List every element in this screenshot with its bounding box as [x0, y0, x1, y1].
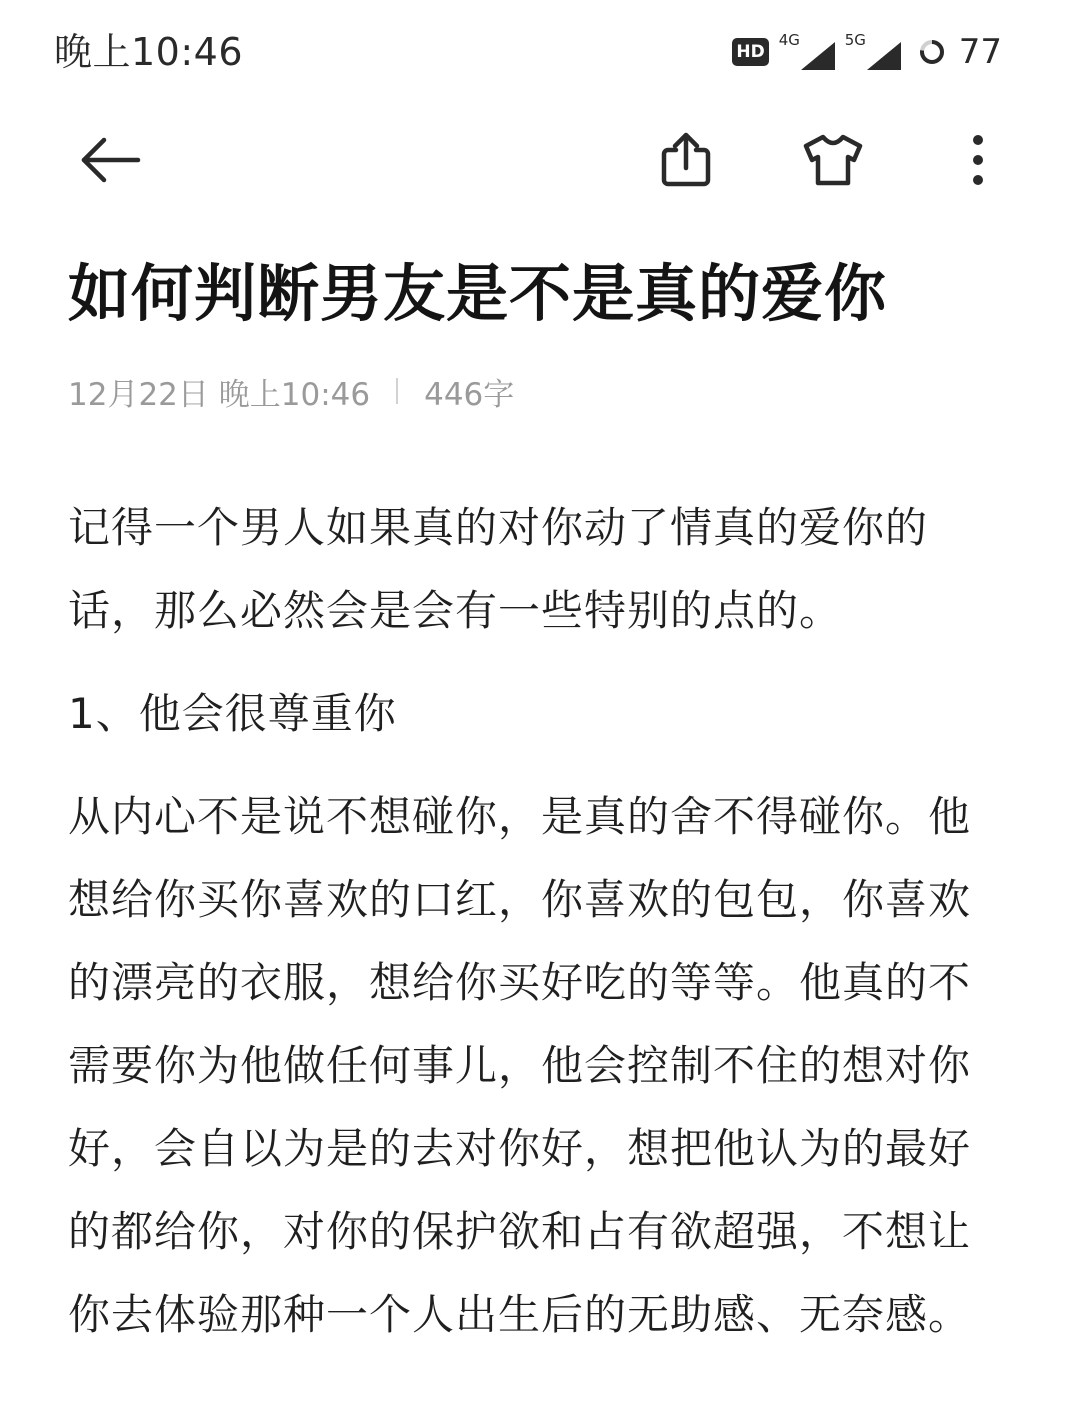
back-button[interactable] [74, 124, 146, 196]
paragraph-detail: 从内心不是说不想碰你，是真的舍不得碰你。他想给你买你喜欢的口红，你喜欢的包包，你喜欢的漂亮的衣服，想给你买好吃的等等。他真的不需要你为他做任何事儿，他会控制不住的想对你好，会自以为是的去对你好，想把他认为的最好的都给你，对你的保护欲和占有欲超强，不想让你去体验那种一个人出生后的无助感、无奈感。 [68, 792, 972, 1339]
paragraph-intro: 记得一个男人如果真的对你动了情真的爱你的话，那么必然会是会有一些特别的点的。 [68, 503, 929, 635]
word-count: 446字 [424, 376, 515, 413]
paragraph-heading: 1、他会很尊重你 [68, 689, 397, 738]
battery-level: 77 [958, 32, 1002, 72]
more-vertical-icon [970, 134, 986, 186]
hd-voice-icon [732, 38, 768, 66]
arrow-left-icon [78, 136, 142, 184]
theme-button[interactable] [797, 124, 869, 196]
network-type-5g: 5G [844, 31, 866, 49]
note-date: 12月22日 晚上10:46 [68, 376, 371, 413]
signal-5g-icon [845, 30, 901, 74]
signal-4g-icon [779, 30, 835, 74]
status-time: 晚上10:46 [54, 30, 244, 74]
share-icon [660, 132, 712, 188]
network-type-4g: 4G [778, 31, 800, 49]
share-button[interactable] [650, 124, 722, 196]
signal-bars-icon [867, 42, 901, 70]
meta-divider [396, 378, 398, 404]
note-meta [68, 366, 514, 416]
battery-ring-icon [919, 39, 945, 65]
status-icons [732, 28, 1002, 76]
note-title[interactable]: 如何判断男友是不是真的爱你 [68, 257, 888, 330]
more-options-button[interactable] [942, 124, 1014, 196]
note-body[interactable] [68, 486, 1012, 1356]
signal-bars-icon [801, 42, 835, 70]
note-toolbar [0, 110, 1080, 206]
tshirt-icon [802, 133, 864, 187]
status-bar [0, 0, 1080, 104]
hd-label: HD [736, 42, 765, 62]
